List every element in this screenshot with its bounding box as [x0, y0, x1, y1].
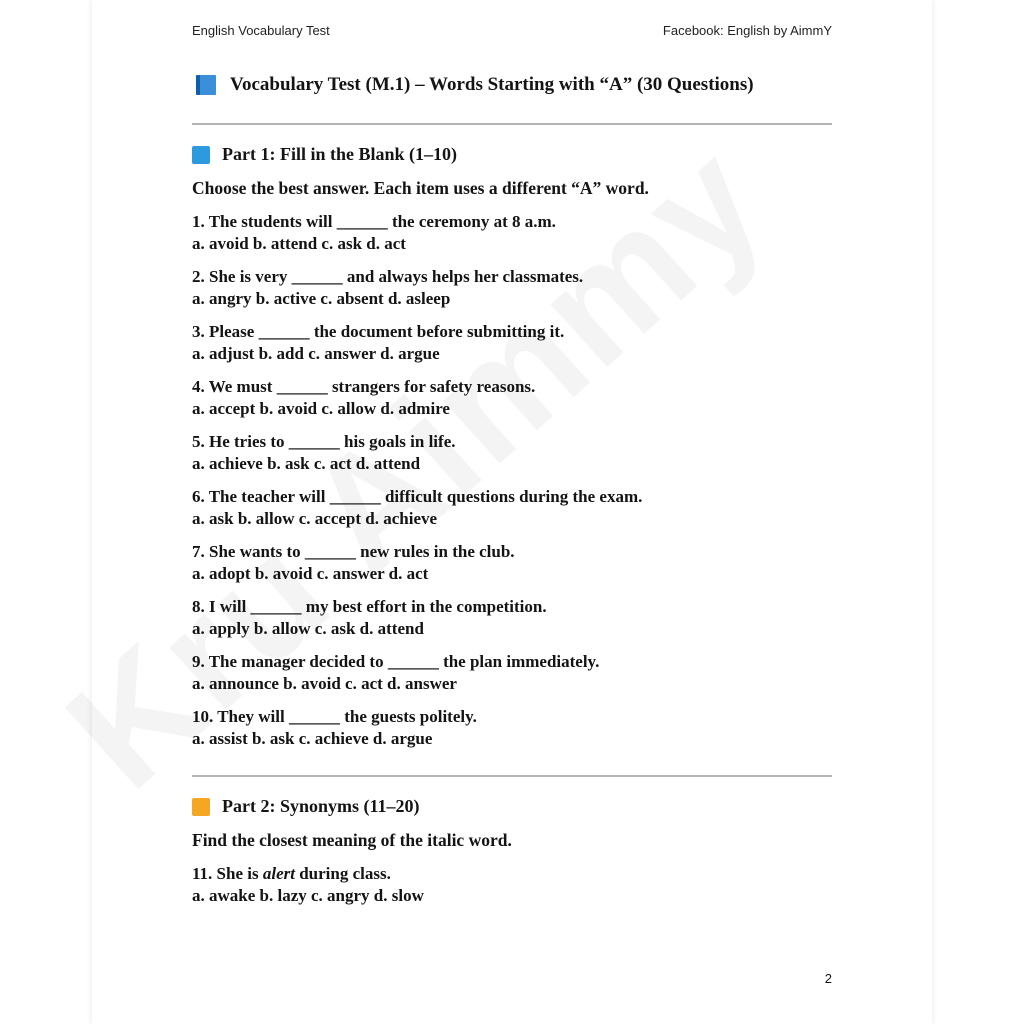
part1-instruction: Choose the best answer. Each item uses a different “A” word. — [192, 178, 649, 198]
part1-heading-text: Part 1: Fill in the Blank (1–10) — [222, 144, 457, 164]
italic-word: alert — [262, 864, 295, 883]
book-icon — [196, 75, 216, 95]
question-4 — [192, 376, 535, 420]
page-number: 2 — [824, 971, 832, 986]
part2-heading-text: Part 2: Synonyms (11–20) — [222, 796, 420, 816]
question-options: a. adjust b. add c. answer d. argue — [192, 344, 440, 363]
question-options: a. awake b. lazy c. angry d. slow — [192, 886, 424, 905]
part1-heading — [192, 144, 457, 165]
question-options: a. avoid b. attend c. ask d. act — [192, 234, 406, 253]
question-text: 11. She is alert during class. — [192, 864, 391, 883]
question-options: a. accept b. avoid c. allow d. admire — [192, 399, 450, 418]
question-text: 10. They will ______ the guests politely. — [192, 707, 477, 726]
question-options: a. achieve b. ask c. act d. attend — [192, 454, 421, 473]
question-10 — [192, 706, 477, 750]
question-text: 4. We must ______ strangers for safety reasons. — [192, 377, 536, 396]
question-options: a. apply b. allow c. ask d. attend — [192, 619, 424, 638]
question-1 — [192, 211, 556, 255]
question-3 — [192, 321, 564, 365]
divider — [192, 123, 832, 125]
header-right: Facebook: English by AimmY — [662, 23, 832, 38]
question-text: 9. The manager decided to ______ the plan immediately. — [192, 652, 600, 671]
question-text: 1. The students will ______ the ceremony at 8 a.m. — [192, 212, 556, 231]
question-5 — [192, 431, 455, 475]
question-options: a. ask b. allow c. accept d. achieve — [192, 509, 438, 528]
question-text: 7. She wants to ______ new rules in the club. — [192, 542, 515, 561]
question-text: 8. I will ______ my best effort in the competition. — [192, 597, 547, 616]
blue-square-icon — [192, 146, 210, 164]
question-options: a. adopt b. avoid c. answer d. act — [192, 564, 429, 583]
header-left: English Vocabulary Test — [192, 23, 330, 38]
question-text: 2. She is very ______ and always helps her classmates. — [192, 267, 584, 286]
question-options: a. angry b. active c. absent d. asleep — [192, 289, 451, 308]
question-options: a. announce b. avoid c. act d. answer — [192, 674, 457, 693]
document-page — [92, 0, 932, 1024]
question-text: 3. Please ______ the document before submitting it. — [192, 322, 565, 341]
question-2 — [192, 266, 583, 310]
test-title — [192, 74, 754, 96]
question-8 — [192, 596, 547, 640]
divider — [192, 775, 832, 777]
question-text: 6. The teacher will ______ difficult questions during the exam. — [192, 487, 643, 506]
question-options: a. assist b. ask c. achieve d. argue — [192, 729, 433, 748]
orange-square-icon — [192, 798, 210, 816]
test-title-text: Vocabulary Test (M.1) – Words Starting with “A” (30 Questions) — [230, 74, 754, 95]
part2-instruction: Find the closest meaning of the italic word. — [192, 830, 512, 850]
part2-heading — [192, 796, 420, 817]
question-text: 5. He tries to ______ his goals in life. — [192, 432, 456, 451]
question-6 — [192, 486, 642, 530]
question-9 — [192, 651, 599, 695]
question-7 — [192, 541, 515, 585]
question-11 — [192, 863, 424, 907]
